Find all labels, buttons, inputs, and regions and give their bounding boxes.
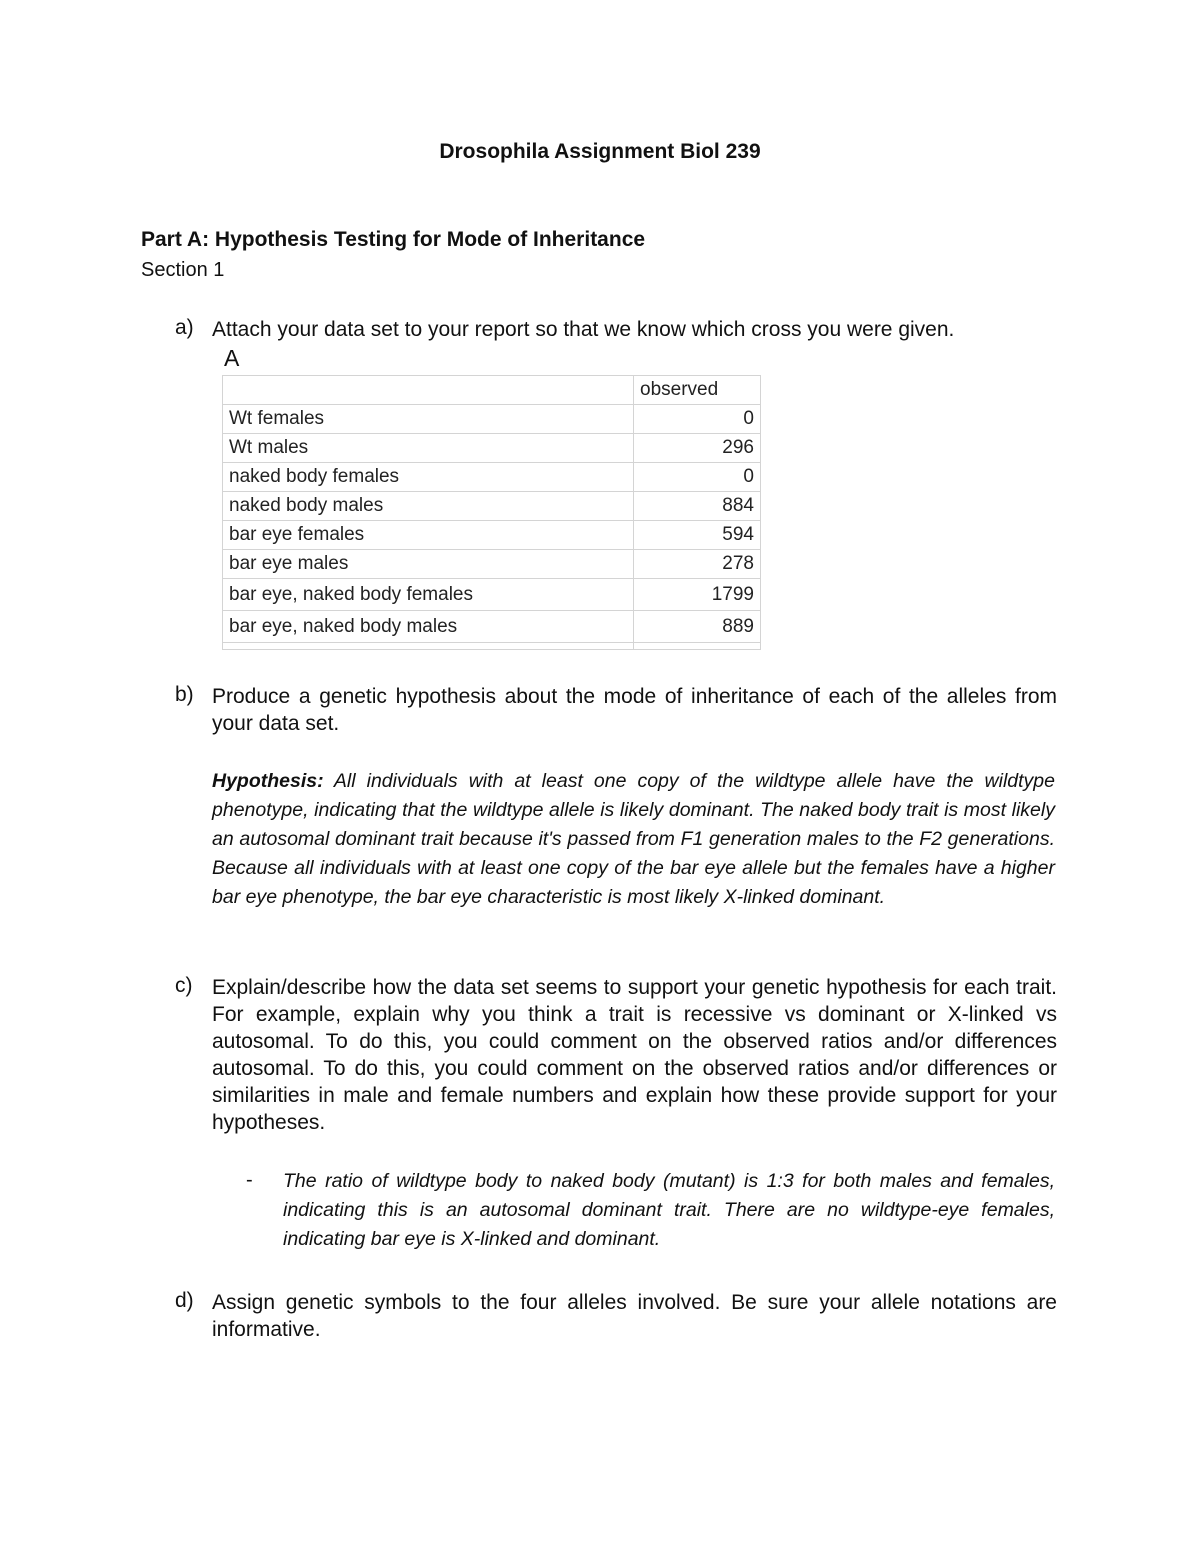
question-b-label: b): [175, 683, 194, 706]
table-row-value: 0: [634, 463, 761, 492]
table-row-label: bar eye females: [223, 521, 634, 550]
question-b-text: Produce a genetic hypothesis about the mode of inheritance of each of the alleles from your data set.: [212, 685, 1057, 735]
table-row-label: naked body males: [223, 492, 634, 521]
document-title: Drosophila Assignment Biol 239: [439, 140, 761, 163]
table-row-label: bar eye, naked body females: [223, 579, 634, 611]
table-row-label: bar eye, naked body males: [223, 611, 634, 643]
table-row-value: 296: [634, 434, 761, 463]
table-row-label: bar eye males: [223, 550, 634, 579]
hypothesis-lead: Hypothesis:: [212, 770, 324, 792]
table-row-label: Wt females: [223, 405, 634, 434]
table-row-value: 1799: [634, 579, 761, 611]
table-row-value: 884: [634, 492, 761, 521]
table-row-value: 889: [634, 611, 761, 643]
table-row: [223, 405, 761, 434]
table-row-value: 594: [634, 521, 761, 550]
table-row-value: 278: [634, 550, 761, 579]
table-filler-row: [223, 643, 761, 650]
table-row: [223, 579, 761, 611]
data-table: [222, 375, 761, 650]
table-row: [223, 611, 761, 643]
data-table-image: [222, 345, 767, 665]
table-row: [223, 492, 761, 521]
table-row-label: naked body females: [223, 463, 634, 492]
hypothesis-text: All individuals with at least one copy of the wildtype allele have the wildtype phenotype, indicating that the wildtype allele is likely dominant. The naked body trait is most likely an autosomal dominant trait because it's passed from F1 generation males to the F2 generations. Because all individuals with at least one copy of the bar eye allele but the females have a higher bar eye phenotype, the bar eye characteristic is most likely X-linked dominant.: [212, 770, 1055, 908]
table-filler-cell: [223, 643, 634, 650]
question-a-text: Attach your data set to your report so that we know which cross you were given.: [212, 318, 955, 341]
answer-c-bullet: -: [246, 1169, 253, 1191]
table-filler-cell: [634, 643, 761, 650]
hypothesis-answer: [212, 767, 1055, 912]
table-header-blank: [223, 376, 634, 405]
table-header-row: [223, 376, 761, 405]
part-heading: Part A: Hypothesis Testing for Mode of Inheritance: [141, 228, 646, 251]
table-row-label: Wt males: [223, 434, 634, 463]
data-table-letter: A: [224, 345, 240, 371]
table-column-header: observed: [634, 376, 761, 405]
section-label: Section 1: [141, 259, 225, 281]
table-row-value: 0: [634, 405, 761, 434]
question-c-label: c): [175, 974, 193, 997]
question-a-label: a): [175, 316, 194, 339]
answer-c-text: The ratio of wildtype body to naked body (mutant) is 1:3 for both males and females, indicating this is an autosomal dominant trait. There are no wildtype-eye females, indicating bar eye is X-linked and dominant.: [283, 1170, 1055, 1250]
question-c-text: Explain/describe how the data set seems to support your genetic hypothesis for each trait. For example, explain why you think a trait is recessive vs dominant or X-linked vs autosomal. To do this, you could comment on the observed ratios and/or differences autosomal. To do this, you could comment on the observed ratios and/or differences or similarities in male and female numbers and explain how these provide support for your hypotheses.: [212, 976, 1057, 1134]
table-row: [223, 434, 761, 463]
table-row: [223, 521, 761, 550]
question-d-label: d): [175, 1289, 194, 1312]
table-row: [223, 463, 761, 492]
table-row: [223, 550, 761, 579]
question-d-text: Assign genetic symbols to the four alleles involved. Be sure your allele notations are informative.: [212, 1291, 1057, 1341]
